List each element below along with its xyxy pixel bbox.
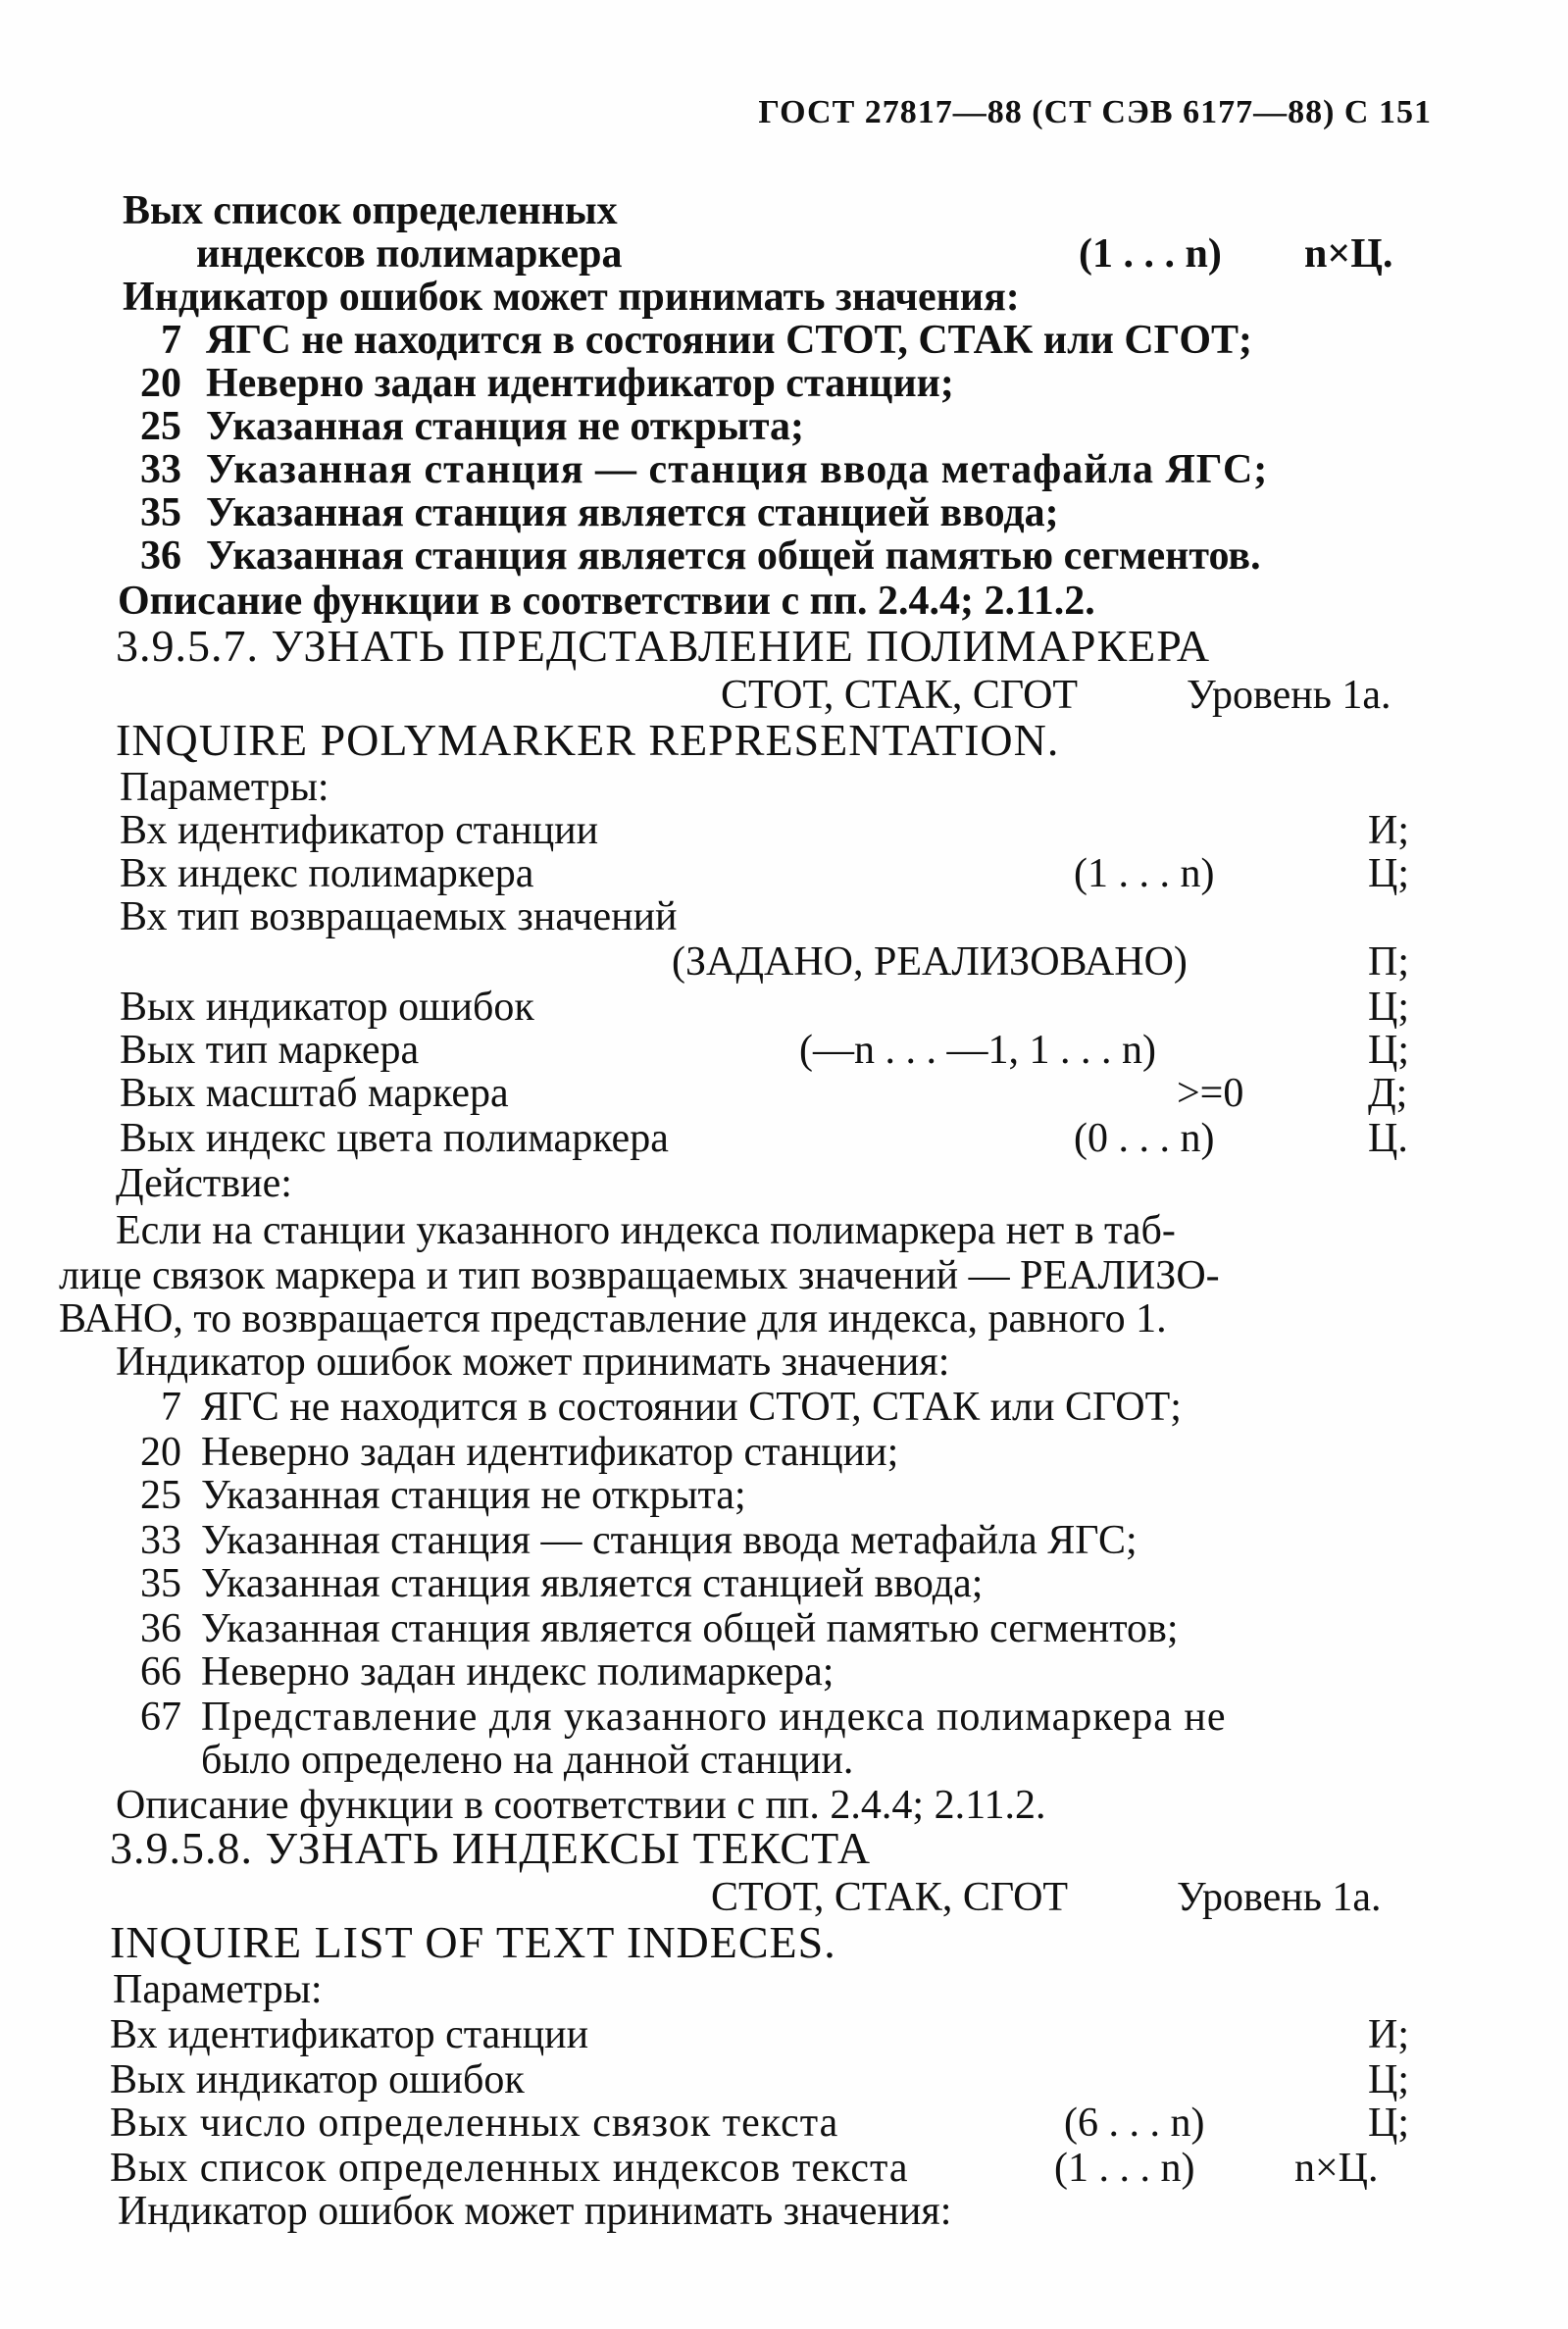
error-text: Указанная станция не открыта; bbox=[201, 1473, 746, 1518]
param-range: (1 . . . n) bbox=[1054, 2146, 1195, 2191]
error-code: 25 bbox=[140, 404, 181, 449]
errors-intro: Индикатор ошибок может принимать значения: bbox=[116, 1340, 950, 1385]
errors-intro: Индикатор ошибок может принимать значения: bbox=[123, 275, 1020, 320]
error-code: 20 bbox=[140, 1430, 181, 1475]
error-code: 7 bbox=[161, 318, 181, 363]
param-type: Д; bbox=[1368, 1071, 1408, 1116]
params-label: Параметры: bbox=[113, 1967, 323, 2012]
error-code: 66 bbox=[140, 1649, 181, 1695]
error-code: 33 bbox=[140, 447, 181, 492]
action-label: Действие: bbox=[116, 1161, 292, 1206]
param-range: >=0 bbox=[1177, 1071, 1244, 1116]
param-name: Вх тип возвращаемых значений bbox=[120, 894, 678, 939]
param-name: Вых индикатор ошибок bbox=[110, 2057, 525, 2102]
param-name: Вых масштаб маркера bbox=[120, 1071, 509, 1116]
param-type: Ц; bbox=[1368, 851, 1409, 896]
error-code: 67 bbox=[140, 1695, 181, 1740]
param-type: Ц; bbox=[1368, 2057, 1409, 2102]
section-level: Уровень 1а. bbox=[1187, 673, 1391, 718]
error-text: Указанная станция является общей памятью сегментов; bbox=[201, 1606, 1179, 1651]
error-code: 20 bbox=[140, 361, 181, 406]
action-line: лице связок маркера и тип возвращаемых значений — РЕАЛИЗО- bbox=[59, 1253, 1220, 1298]
action-line: ВАНО, то возвращается представление для индекса, равного 1. bbox=[59, 1296, 1167, 1342]
error-code: 35 bbox=[140, 490, 181, 535]
error-text: Представление для указанного индекса полимаркера не bbox=[201, 1695, 1227, 1740]
param-type: И; bbox=[1368, 808, 1409, 853]
param-type: Ц. bbox=[1368, 1116, 1408, 1161]
param-name: Вх индекс полимаркера bbox=[120, 851, 534, 896]
section-english-title: INQUIRE POLYMARKER REPRESENTATION. bbox=[116, 715, 1060, 765]
param-name: Вых тип маркера bbox=[120, 1028, 420, 1073]
error-code: 36 bbox=[140, 533, 181, 579]
error-text: Указанная станция не открыта; bbox=[206, 404, 804, 449]
param-name: Вых индекс цвета полимаркера bbox=[120, 1116, 669, 1161]
params-label: Параметры: bbox=[120, 765, 329, 810]
description: Описание функции в соответствии с пп. 2.4.4; 2.11.2. bbox=[118, 579, 1095, 624]
description: Описание функции в соответствии с пп. 2.4.4; 2.11.2. bbox=[116, 1783, 1046, 1828]
out-list-range: (1 . . . n) bbox=[1079, 231, 1222, 277]
section-states: СТОТ, СТАК, СГОТ bbox=[711, 1875, 1069, 1920]
error-text: Неверно задан идентификатор станции; bbox=[201, 1430, 899, 1475]
error-text: Неверно задан индекс полимаркера; bbox=[201, 1649, 835, 1695]
error-text: ЯГС не находится в состоянии СТОТ, СТАК или СГОТ; bbox=[206, 318, 1253, 363]
section-title: 3.9.5.7. УЗНАТЬ ПРЕДСТАВЛЕНИЕ ПОЛИМАРКЕРА bbox=[116, 621, 1211, 671]
section-level: Уровень 1а. bbox=[1177, 1875, 1382, 1920]
page-header: ГОСТ 27817—88 (СТ СЭВ 6177—88) С 151 bbox=[758, 94, 1432, 130]
error-code: 7 bbox=[161, 1385, 181, 1430]
param-range: (6 . . . n) bbox=[1064, 2101, 1205, 2146]
out-list-line2: индексов полимаркера bbox=[196, 231, 623, 277]
param-type: Ц; bbox=[1368, 2101, 1409, 2146]
error-text: Указанная станция — станция ввода метафайла ЯГС; bbox=[201, 1518, 1138, 1563]
param-range: (—n . . . —1, 1 . . . n) bbox=[799, 1028, 1156, 1073]
error-text: Указанная станция является станцией ввода; bbox=[201, 1561, 984, 1606]
section-english-title: INQUIRE LIST OF TEXT INDECES. bbox=[110, 1917, 836, 1967]
param-range: (1 . . . n) bbox=[1074, 851, 1215, 896]
error-code: 25 bbox=[140, 1473, 181, 1518]
error-text: Неверно задан идентификатор станции; bbox=[206, 361, 954, 406]
out-list-line1: Вых список определенных bbox=[123, 188, 618, 233]
error-text: Указанная станция — станция ввода метафайла ЯГС; bbox=[206, 447, 1269, 492]
error-text: Указанная станция является общей памятью сегментов. bbox=[206, 533, 1261, 579]
param-name: Вых число определенных связок текста bbox=[110, 2101, 839, 2146]
error-code: 33 bbox=[140, 1518, 181, 1563]
param-name: Вых список определенных индексов текста bbox=[110, 2146, 909, 2191]
error-continuation: было определено на данной станции. bbox=[201, 1738, 854, 1783]
param-name: Вх идентификатор станции bbox=[110, 2012, 589, 2057]
error-text: ЯГС не находится в состоянии СТОТ, СТАК или СГОТ; bbox=[201, 1385, 1182, 1430]
errors-intro: Индикатор ошибок может принимать значения: bbox=[118, 2189, 952, 2234]
param-type: n×Ц. bbox=[1294, 2146, 1379, 2191]
param-range: (ЗАДАНО, РЕАЛИЗОВАНО) bbox=[672, 939, 1188, 985]
param-type: Ц; bbox=[1368, 1028, 1409, 1073]
param-name: Вх идентификатор станции bbox=[120, 808, 599, 853]
param-name: Вых индикатор ошибок bbox=[120, 985, 534, 1030]
param-range: (0 . . . n) bbox=[1074, 1116, 1215, 1161]
param-type: Ц; bbox=[1368, 985, 1409, 1030]
error-text: Указанная станция является станцией ввода; bbox=[206, 490, 1059, 535]
error-code: 36 bbox=[140, 1606, 181, 1651]
param-type: И; bbox=[1368, 2012, 1409, 2057]
param-type: П; bbox=[1368, 939, 1409, 985]
section-title: 3.9.5.8. УЗНАТЬ ИНДЕКСЫ ТЕКСТА bbox=[110, 1823, 872, 1873]
error-code: 35 bbox=[140, 1561, 181, 1606]
action-line: Если на станции указанного индекса полимаркера нет в таб- bbox=[116, 1208, 1176, 1253]
section-states: СТОТ, СТАК, СГОТ bbox=[721, 673, 1079, 718]
out-list-type: n×Ц. bbox=[1304, 231, 1393, 277]
